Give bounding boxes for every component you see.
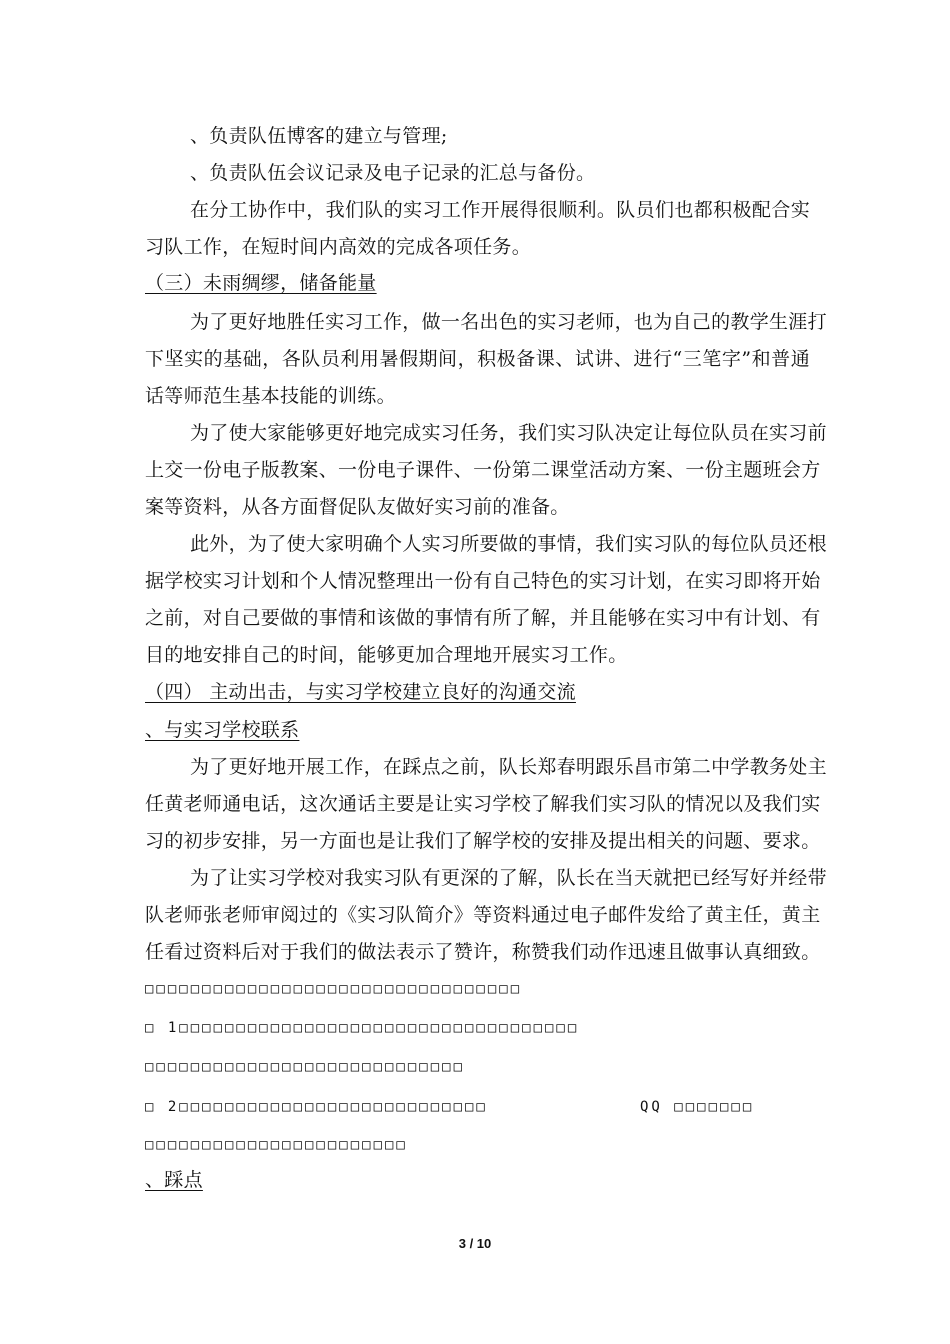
subsection-heading: 、踩点	[145, 1169, 203, 1191]
text-line: 目的地安排自己的时间，能够更加合理地开展实习工作。	[145, 644, 628, 666]
section-heading: （四） 主动出击，与实习学校建立良好的沟通交流	[145, 681, 576, 703]
section-heading: （三）未雨绸缪，储备能量	[145, 272, 377, 294]
text-line: 任黄老师通电话，这次通话主要是让实习学校了解我们实习队的情况以及我们实	[145, 793, 821, 815]
text-line: 在分工协作中，我们队的实习工作开展得很顺利。队员们也都积极配合实	[190, 199, 810, 221]
text-line: 话等师范生基本技能的训练。	[145, 385, 396, 407]
text-line: 为了更好地开展工作，在踩点之前，队长郑春明跟乐昌市第二中学教务处主	[190, 756, 827, 778]
text-line: 上交一份电子版教案、一份电子课件、一份第二课堂活动方案、一份主题班会方	[145, 459, 821, 481]
garbled-line: □ 1□□□□□□□□□□□□□□□□□□□□□□□□□□□□□□□□□□□	[145, 1020, 580, 1036]
garbled-line: □□□□□□□□□□□□□□□□□□□□□□□□□□□□□□□□□	[145, 981, 523, 997]
garbled-line: □ 2□□□□□□□□□□□□□□□□□□□□□□□□□□□	[145, 1099, 488, 1115]
garbled-line: □□□□□□□□□□□□□□□□□□□□□□□□□□□□	[145, 1059, 466, 1075]
garbled-line-tail: QQ □□□□□□□	[640, 1099, 755, 1115]
text-line: 、负责队伍博客的建立与管理;	[190, 125, 448, 147]
text-line: 队老师张老师审阅过的《实习队简介》等资料通过电子邮件发给了黄主任，黄主	[145, 904, 821, 926]
text-line: 习队工作，在短时间内高效的完成各项任务。	[145, 236, 532, 258]
text-line: 下坚实的基础，各队员利用暑假期间，积极备课、试讲、进行“三笔字”和普通	[145, 348, 810, 370]
garbled-line: □□□□□□□□□□□□□□□□□□□□□□□	[145, 1137, 408, 1153]
text-line: 为了更好地胜任实习工作，做一名出色的实习老师，也为自己的教学生涯打	[190, 311, 827, 333]
text-line: 据学校实习计划和个人情况整理出一份有自己特色的实习计划，在实习即将开始	[145, 570, 821, 592]
text-line: 为了使大家能够更好地完成实习任务，我们实习队决定让每位队员在实习前	[190, 422, 827, 444]
text-line: 任看过资料后对于我们的做法表示了赞许，称赞我们动作迅速且做事认真细致。	[145, 941, 821, 963]
page-number: 3 / 10	[458, 1236, 492, 1251]
subsection-heading: 、与实习学校联系	[145, 719, 300, 741]
text-line: 、负责队伍会议记录及电子记录的汇总与备份。	[190, 162, 596, 184]
text-line: 此外，为了使大家明确个人实习所要做的事情，我们实习队的每位队员还根	[190, 533, 827, 555]
text-line: 之前，对自己要做的事情和该做的事情有所了解，并且能够在实习中有计划、有	[145, 607, 821, 629]
text-line: 为了让实习学校对我实习队有更深的了解，队长在当天就把已经写好并经带	[190, 867, 827, 889]
text-line: 习的初步安排，另一方面也是让我们了解学校的安排及提出相关的问题、要求。	[145, 830, 821, 852]
text-line: 案等资料，从各方面督促队友做好实习前的准备。	[145, 496, 570, 518]
